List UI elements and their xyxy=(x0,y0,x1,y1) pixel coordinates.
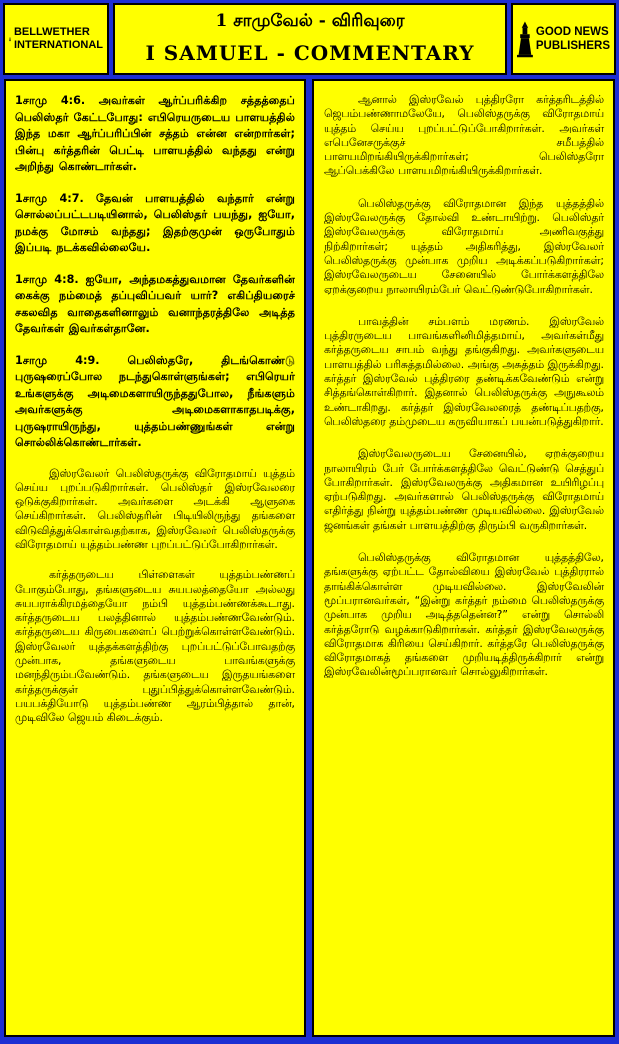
left-column xyxy=(4,79,306,1037)
logo-line: PUBLISHERS xyxy=(535,40,610,52)
commentary-paragraph: பெலிஸ்தருக்கு விரோதமான யுத்தத்திலே, தங்களுக்கு ஏற்பட்ட தோல்வியை இஸ்ரவேல் புத்திரரால் தாங்கிக்கொள்ள முடியவில்லை. இஸ்ரவேலின் மூப்பரானவர்கள், “இன்று கர்த்தர் நம்மை பெலிஸ்தருக்கு முன்பாக முறிய அடித்ததென்ன?” என்று சொல்லி கர்த்தரோடு வழக்காடுகிறார்கள். கர்த்தர் இஸ்ரவேலருக்கு விரோதமாக கிரியை செய்கிறார். கர்த்தரே பெலிஸ்தருக்கு விரோதமாகத் தங்களை முறியடித்திருக்கிறார் என்று இஸ்ரவேலின்மூப்பரானவர் சொல்லுகிறார்கள். xyxy=(324,551,604,679)
verse-text: 1சாமு 4:6. அவர்கள் ஆர்ப்பரிக்கிற சத்தத்தைப் பெலிஸ்தர் கேட்டபோது: எபிரெயருடைய பாளயத்தில் இந்த மகா ஆர்ப்பரிப்பின் சத்தம் என்ன என்றார்கள்; பின்பு கர்த்தரின் பெட்டி பாளயத்தில் வந்தது என்று அறிந்து கொண்டார்கள். xyxy=(15,94,295,173)
commentary-paragraph: பாவத்தின் சம்பளம் மரணம். இஸ்ரவேல் புத்திரருடைய பாவங்களினிமித்தமாய், அவர்கள்மீது கர்த்தருடைய சாபம் வந்து தங்குகிறது. அவர்களுடைய பாளயத்தில் பரிசுத்தமில்லை. அங்கு அசுத்தம் இருக்கிறது. கர்த்தர் இஸ்ரவேல் புத்திரரை தண்டிக்கவேண்டும் என்று சித்தங்கொள்கிறார். இதனால் பெலிஸ்தருக்கு அநுகூலம் உண்டாகிறது. கர்த்தர் இஸ்ரவேலரைத் தண்டிப்பதற்கு, பெலிஸ்தரை தம்முடைய கருவியாகப் பயன்படுத்துகிறார். xyxy=(324,314,604,428)
title-english: I SAMUEL - COMMENTARY xyxy=(145,41,475,65)
verse-text: 1சாமு 4:7. தேவன் பாளயத்தில் வந்தார் என்று சொல்லப்பட்டபடியினால், பெலிஸ்தர் பயந்து, ஐயோ, நமக்கு மோசம் வந்தது; இதற்குமுன் ஒருபோதும் இப்படி நடக்கவில்லையே. xyxy=(15,191,295,254)
tower-icon xyxy=(9,15,11,63)
good-news-logo xyxy=(511,3,616,75)
logo-line: BELLWETHER xyxy=(13,26,90,38)
logo-line: GOOD NEWS xyxy=(535,26,609,38)
header xyxy=(3,3,616,75)
verse-text: 1சாமு 4:9. பெலிஸ்தரே, திடங்கொண்டு புருஷரைப்போல நடந்துகொள்ளுங்கள்; எபிரெயர் உங்களுக்கு அடிமைகளாயிருந்ததுபோல, நீங்களும் அவர்களுக்கு அடிமைகளாகாதபடிக்கு, புருஷராயிருந்து, யுத்தம்பண்ணுங்கள் என்று சொல்லிக்கொண்டார்கள். xyxy=(15,353,295,449)
verse-text: 1சாமு 4:8. ஐயோ, அந்தமகத்துவமான தேவர்களின் கைக்கு நம்மைத் தப்புவிப்பவர் யார்? எகிப்தியரைச் சகலவித வாதைகளினாலும் வனாந்தரத்திலே அடித்த தேவர்கள் இவர்கள்தானே. xyxy=(15,272,295,335)
bellwether-logo xyxy=(3,3,109,75)
title-box xyxy=(113,3,507,75)
logo-line: INTERNATIONAL xyxy=(13,39,103,51)
commentary-paragraph: இஸ்ரவேலருடைய சேனையில், ஏறக்குறைய நாலாயிரம் பேர் போர்க்களத்திலே வெட்டுண்டு செத்துப் போகிறார்கள். இஸ்ரவேலருக்கு அதிகமான உயிரிழப்பு ஏற்படுகிறது. அவர்களால் பெலிஸ்தருக்கு விரோதமாய் எதிர்த்து நின்று யுத்தம்பண்ண முடியவில்லை. இஸ்ரவேல் ஜனங்கள் தங்கள் பாளயத்திற்கு திரும்பி வருகிறார்கள். xyxy=(324,447,604,532)
commentary-paragraph: கர்த்தருடைய பிள்ளைகள் யுத்தம்பண்ணப் போகும்போது, தங்களுடைய சுயபலத்தையோ அல்லது சுயபராக்கிரமத்தையோ நம்பி யுத்தம்பண்ணக்கூடாது. கர்த்தருடைய பலத்தினால் யுத்தம்பண்ணவேண்டும். கர்த்தருடைய கிருபைகளைப் பெற்றுக்கொள்ளவேண்டும். இஸ்ரவேலர் யுத்தக்களத்திற்கு புறப்பட்டுப்போவதற்கு முன்பாக, தங்களுடைய பாவங்களுக்கு மனந்திரும்பவேண்டும். தங்களுடைய இருதயங்களை கர்த்தருக்குள் புதுப்பித்துக்கொள்ளவேண்டும். பயபக்தியோடு யுத்தம்பண்ண ஆரம்பித்தால் தான், முடிவிலே ஜெயம் கிடைக்கும். xyxy=(15,568,295,725)
right-column xyxy=(312,79,615,1037)
title-tamil: 1 சாமுவேல் - விரிவுரை xyxy=(215,11,405,31)
commentary-paragraph: பெலிஸ்தருக்கு விரோதமான இந்த யுத்தத்தில் இஸ்ரவேலருக்கு தோல்வி உண்டாயிற்று. பெலிஸ்தர் இஸ்ரவேலருக்கு விரோதமாய் அணிவகுத்து நிற்கிறார்கள்; யுத்தம் அதிகரித்து, இஸ்ரவேலர் பெலிஸ்தருக்கு முன்பாக முறிய அடிக்கப்படுகிறார்கள்; இஸ்ரவேலருடைய சேனையில் போர்க்களத்திலே ஏறக்குறைய நாலாயிரம்பேர் வெட்டுண்டுபோகிறார்கள். xyxy=(324,196,604,296)
commentary-paragraph: இஸ்ரவேலர் பெலிஸ்தருக்கு விரோதமாய் யுத்தம் செய்ய புறப்படுகிறார்கள். பெலிஸ்தர் இஸ்ரவேலரை ஒடுக்குகிறார்கள். அவர்களை அடக்கி ஆளுகை செய்கிறார்கள். பெலிஸ்தரின் பிடியிலிருந்து தங்களை விடுவித்துக்கொள்வதற்காக, இஸ்ரவேலர் பெலிஸ்தருக்கு விரோதமாய் யுத்தம்பண்ண புறப்பட்டுப்போகிறார்கள். xyxy=(15,466,295,551)
tower-icon xyxy=(517,15,533,63)
commentary-paragraph: ஆனால் இஸ்ரவேல் புத்திரரோ கர்த்தரிடத்தில் ஜெபம்பண்ணாமலேயே, பெலிஸ்தருக்கு விரோதமாய் யுத்தம் செய்ய புறப்பட்டுப்போகிறார்கள். அவர்கள் எபெனேசருக்குச் சமீபத்தில் பாளயமிறங்கியிருக்கிறார்கள்; பெலிஸ்தரோ ஆப்பெக்கிலே பாளயமிறங்கியிருக்கிறார்கள். xyxy=(324,93,604,178)
